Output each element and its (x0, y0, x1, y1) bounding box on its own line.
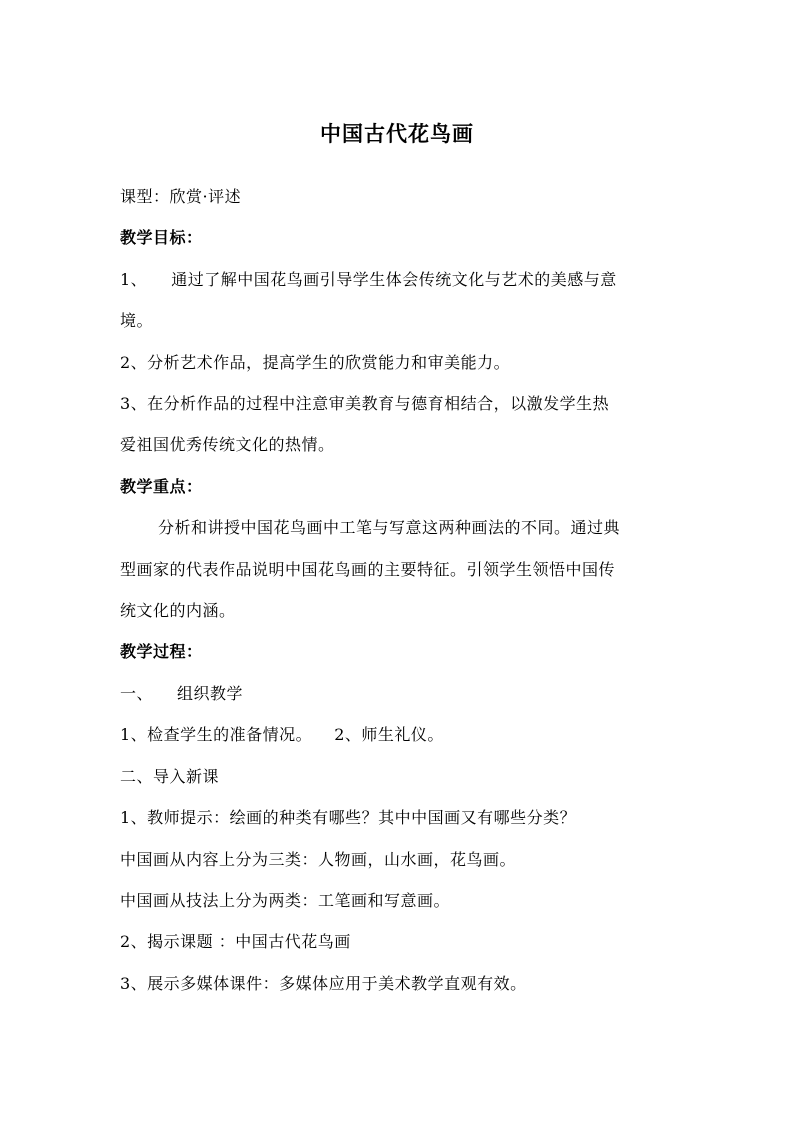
section-2-heading: 二、导入新课 (120, 766, 220, 786)
teaching-process-heading: 教学过程： (120, 642, 203, 662)
section-2-item-1: 1、教师提示：绘画的种类有哪些？其中中国画又有哪些分类？ (120, 808, 577, 828)
focus-line-3: 统文化的内涵。 (120, 601, 236, 621)
teaching-focus-heading: 教学重点： (120, 476, 203, 496)
focus-line-2: 型画家的代表作品说明中国花鸟画的主要特征。引领学生领悟中国传 (120, 559, 616, 579)
goal-1-number: 1、 (120, 269, 148, 289)
section-1-items (120, 714, 680, 755)
goal-1-continuation: 境。 (120, 311, 154, 331)
section-1-item-2: 2、师生礼仪。 (334, 725, 444, 745)
technique-categories-line: 中国画从技法上分为两类：工笔画和写意画。 (120, 890, 451, 910)
section-1-number: 一、 (120, 683, 154, 703)
section-1-item-1: 1、检查学生的准备情况。 (120, 725, 313, 745)
teaching-goals-heading: 教学目标： (120, 228, 203, 248)
goal-3-continuation: 爱祖国优秀传统文化的热情。 (120, 435, 335, 455)
document-title: 中国古代花鸟画 (320, 122, 474, 146)
content-categories-line: 中国画从内容上分为三类：人物画，山水画，花鸟画。 (120, 849, 517, 869)
section-2-item-2: 2、揭示课题 ：中国古代花鸟画 (120, 932, 351, 952)
goal-1-text: 通过了解中国花鸟画引导学生体会传统文化与艺术的美感与意 (171, 269, 617, 289)
goal-3-line: 3、在分析作品的过程中注意审美教育与德育相结合，以激发学生热 (120, 394, 610, 414)
goal-2-line: 2、分析艺术作品，提高学生的欣赏能力和审美能力。 (120, 352, 511, 372)
lesson-type-line: 课型：欣赏·评述 (120, 187, 242, 206)
section-2-item-3: 3、展示多媒体课件：多媒体应用于美术教学直观有效。 (120, 973, 527, 993)
goal-1-line (120, 259, 680, 300)
document-body (120, 176, 680, 1004)
focus-line-1: 分析和讲授中国花鸟画中工笔与写意这两种画法的不同。通过典 (158, 518, 621, 538)
section-1-title: 组织教学 (177, 683, 244, 703)
section-1-heading (120, 673, 680, 714)
